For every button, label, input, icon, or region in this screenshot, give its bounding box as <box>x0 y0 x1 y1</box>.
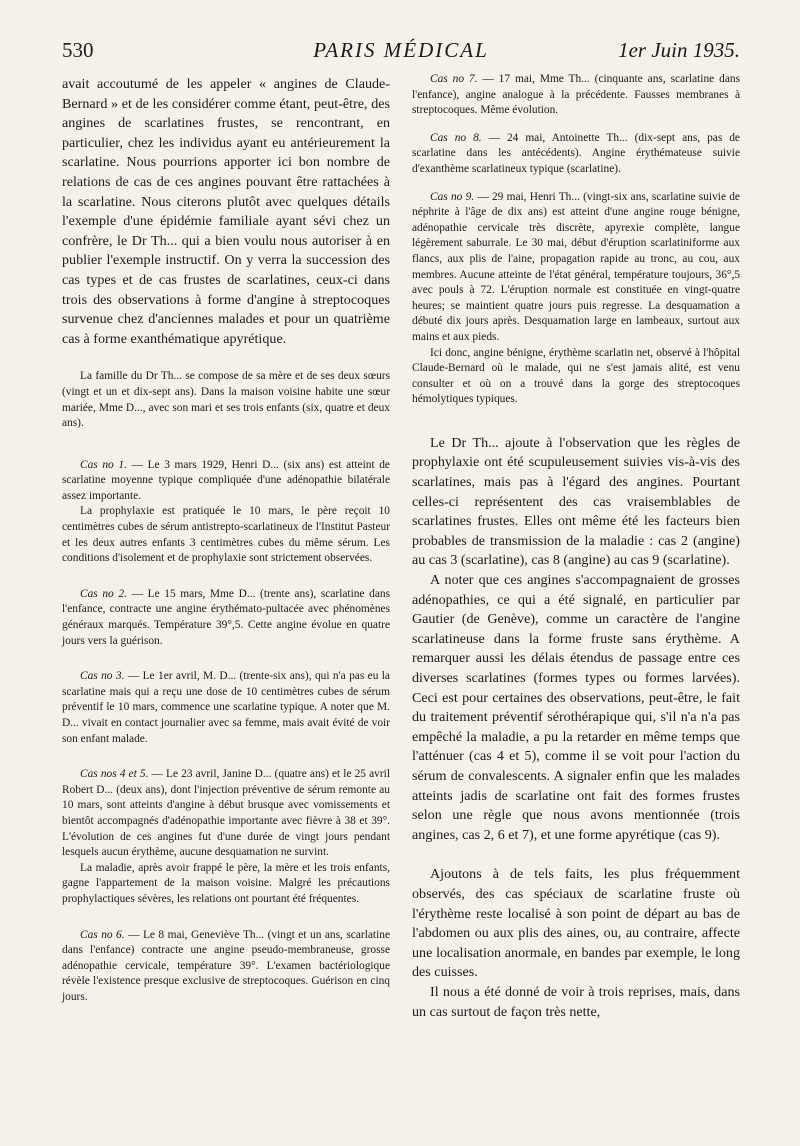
case-1-prophylaxie: La prophylaxie est pratiquée le 10 mars, le père reçoit 10 centimètres cubes de sérum antistrepto-scarlatineux de l'Institut Pasteur et les deux autres enfants 3 centimètres cubes du même sérum. Les conditions d'isolement et de prophylaxie sont strictement observées. <box>62 505 390 565</box>
journal-title: PARIS MÉDICAL <box>313 38 489 62</box>
discussion-paragraph-2: A noter que ces angines s'accompagnaient de grosses adénopathies, ce qui a été signalé, en particulier par Gautier (de Genève), comme un caractère de l'angine scarlatineuse dans la forme fruste sans érythème. A remarquer aussi les délais étendus de passage entre ces diverses scarlatines (formes types ou formes larvées). Ceci est pour certaines des observations, peut-être, le fait du traitement préventif sérothérapique qui, s'il n'a n'a pas empêché la maladie, a pu la retarder en même temps que l'atténuer (cas 4 et 5), comme il se voit pour l'action du sérum de convalescents. A signaler enfin que les malades atteints jadis de scarlatine ont fait des formes frustes selon une règle que nous avons mentionnée (trois angines, cas 2, 6 et 7), et une forme apyrétique (cas 9). <box>412 572 740 843</box>
discussion-paragraph-4: Il nous a été donné de voir à trois reprises, mais, dans un cas surtout de façon très nette, <box>412 983 740 1020</box>
discussion-paragraph-1: Le Dr Th... ajoute à l'observation que les règles de prophylaxie ont été scupuleusement suivies vis-à-vis des scarlatines, mais pas à l'égard des angines. Pourtant celles-ci représentent des cas vraisemblables de scarlatines frustes. Elles ont même été les facteurs bien probables de transmission de la maladie : cas 2 (angine) au cas 3 (scarlatine), cas 8 (angine) au cas 9 (scarlatine). <box>412 434 740 569</box>
case-3 <box>62 669 390 747</box>
intro-paragraph: avait accoutumé de les appeler « angines de Claude-Bernard » et de les considérer comme étant, peut-être, des angines de scarlatines frustes, se rencontrant, en particulier, chez les individus ayant eu antérieurement la scarlatine. Nous pourrions apporter ici bon nombre de relations de cas de ces angines pouvant être rattachées à la scarlatine. Nous citerons plutôt avec quelques détails l'exemple d'une épidémie familiale ayant sévi chez un confrère, le Dr Th... qui a bien voulu nous autoriser à en publier l'exemple instructif. On y verra la succession des cas types et de cas frustes de scarlatines, ceux-ci dans trois des observations à forme d'angine à streptocoques survenue chez d'anciennes malades et pour un quatrième cas à forme exanthématique apyrétique. <box>62 76 390 347</box>
case-4-5 <box>62 767 390 861</box>
left-column <box>62 75 390 1006</box>
page-header <box>62 38 740 68</box>
case-2 <box>62 587 390 649</box>
issue-date: 1er Juin 1935. <box>618 38 740 62</box>
case-8 <box>412 131 740 178</box>
right-column <box>412 72 740 1022</box>
case-2-text: — Le 15 mars, Mme D... (trente ans), scarlatine dans l'enfance, contracte une angine érythémato-pultacée avec phénomènes généraux marqués. Température 39°,5. Cette angine évolue en quatre jours vers la guérison. <box>62 587 391 647</box>
case-9 <box>412 190 740 346</box>
case-4-5-label: Cas nos 4 et 5. <box>80 768 149 781</box>
case-9-commentary: Ici donc, angine bénigne, érythème scarlatin net, observé à l'hôpital Claude-Bernard où le malade, qui ne s'est jamais alité, est venu consulter et où on a trouvé dans la gorge des streptocoques hémolytiques typiques. <box>412 346 740 406</box>
case-4-5-contagion: La maladie, après avoir frappé le père, la mère et les trois enfants, gagne l'appartement de la maison voisine. Malgré les précautions prophylactiques sévères, les relations ont pourtant été fréquentes. <box>62 861 390 905</box>
case-6-label: Cas no 6. <box>80 928 125 941</box>
case-9-text: — 29 mai, Henri Th... (vingt-six ans, scarlatine suivie de néphrite à l'âge de dix ans) est atteint d'une angine rouge bénigne, adénopathie cervicale très discrète, apyrexie complète, langue légèrement saburrale. Le 30 mai, début d'éruption scarlatiniforme aux flancs, aux plis de l'aine, propagation rapide au tronc, au cou, aux membres. Aucune atteinte de l'état général, température toujours, 36°,5 avec pouls à 72. L'éruption normale est constituée en vingt-quatre heures; se maintient quatre jours puis regresse. La desquamation a débuté dix jours après. Desquamation large en lambeaux, surtout aux mains et aux pieds. <box>412 190 740 343</box>
cases-continued <box>412 72 740 346</box>
case-1-label: Cas no 1. <box>80 458 127 471</box>
case-6-text: — Le 8 mai, Geneviève Th... (vingt et un ans, scarlatine dans l'enfance) contracte une angine pseudo-membraneuse, grosse adénopathie cervicale, température 39°. L'examen bactériologique révèle l'existence presque exclusive de streptocoques. Guérison en cinq jours. <box>62 928 391 1003</box>
case-1-text: — Le 3 mars 1929, Henri D... (six ans) est atteint de scarlatine moyenne typique compliquée d'une adénopathie bilatérale assez importante. <box>62 458 390 502</box>
case-2-label: Cas no 2. <box>80 587 127 600</box>
page-number: 530 <box>62 38 94 62</box>
case-1 <box>62 458 390 505</box>
discussion-paragraph-3: Ajoutons à de tels faits, les plus fréquemment observés, des cas spéciaux de scarlatine fruste où l'érythème reste localisé à son point de départ au bas de l'abdomen ou aux plis des aines, ou, au contraire, affecte une localisation anormale, en bandes par exemple, le long des cuisses. <box>412 866 740 981</box>
case-9-label: Cas no 9. <box>430 190 475 203</box>
famille-paragraph: La famille du Dr Th... se compose de sa mère et de ses deux sœurs (vingt et un et dix-sept ans). Dans la maison voisine habite une sœur mariée, Mme D..., avec son mari et ses trois enfants (six, quatre et deux ans). <box>62 370 390 430</box>
case-8-label: Cas no 8. <box>430 131 482 144</box>
case-3-label: Cas no 3. <box>80 670 125 683</box>
case-4-5-text: — Le 23 avril, Janine D... (quatre ans) et le 25 avril Robert D... (deux ans), dont l'injection préventive de sérum remonte au 10 mars, sont atteints d'angine à début brusque avec vomissements et bientôt accompagnés d'adénopathie importante avec fièvre à 38 et 39°. L'évolution de ces angines fut d'une durée de vingt jours pendant lesquels aucun érythème, aucune desquamation ne survint. <box>62 768 390 859</box>
case-7-label: Cas no 7. <box>430 73 478 85</box>
case-3-text: — Le 1er avril, M. D... (trente-six ans), qui n'a pas eu la scarlatine mais qui a reçu une dose de 10 centimètres cubes de sérum préventif le 10 mars, commence une scarlatine typique. A noter que M. D... vivait en contact journalier avec sa femme, mais avait évité de voir son enfant malade. <box>62 670 390 745</box>
case-8-text: — 24 mai, Antoinette Th... (dix-sept ans, pas de scarlatine dans les antécédents). Angine érythémateuse suivie d'exanthème scarlatineux typique (scarlatine). <box>412 131 740 175</box>
case-7 <box>412 72 740 119</box>
case-6 <box>62 928 390 1006</box>
case-7-text: — 17 mai, Mme Th... (cinquante ans, scarlatine dans l'enfance), angine analogue à la précédente. Fausses membranes à streptocoques. Même évolution. <box>412 73 741 117</box>
